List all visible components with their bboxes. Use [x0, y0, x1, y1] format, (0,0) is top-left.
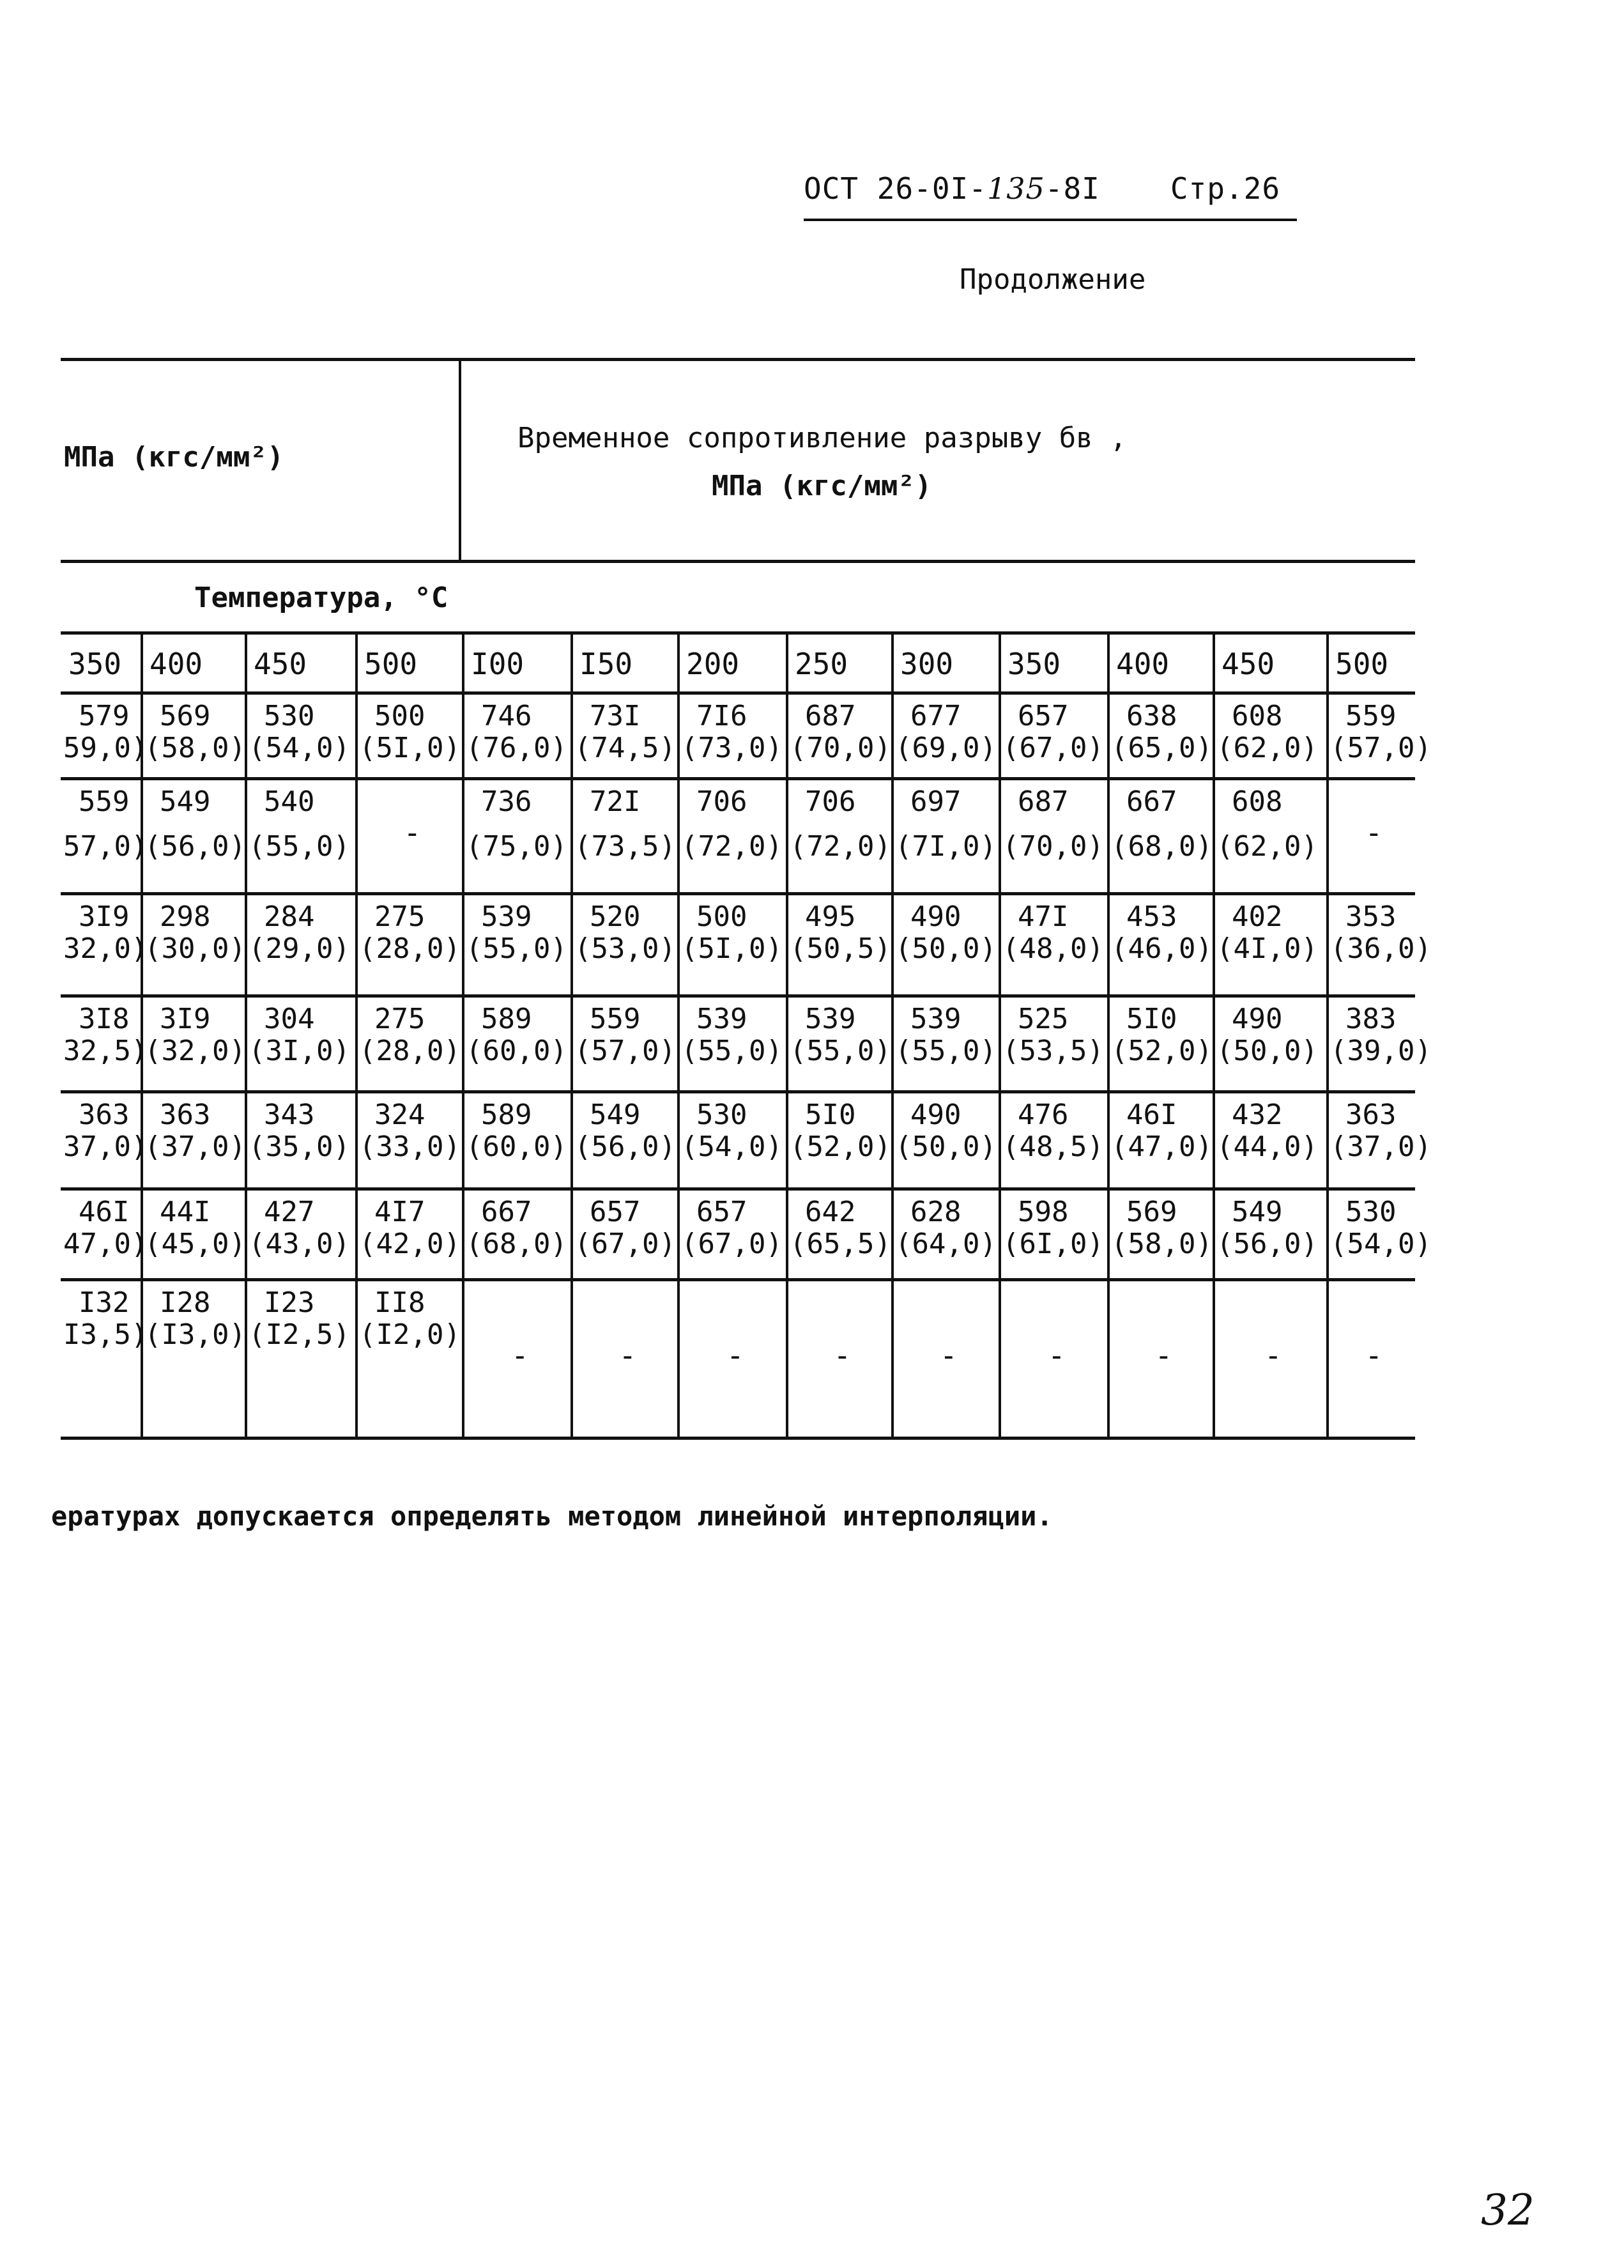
value-mpa: 579 — [79, 700, 130, 732]
table-cell — [1002, 786, 1104, 863]
table-cell — [63, 700, 148, 764]
value-kgf: (62,0) — [1216, 732, 1318, 764]
table-cell — [63, 1196, 148, 1260]
value-mpa: 500 — [696, 900, 747, 933]
value-mpa: 73I — [590, 700, 641, 732]
column-header: 350 — [68, 647, 122, 681]
table-cell — [63, 1287, 148, 1351]
value-mpa: 549 — [1232, 1196, 1283, 1228]
table-cell — [466, 1196, 567, 1260]
value-kgf: (70,0) — [790, 732, 891, 764]
row-divider — [61, 994, 1415, 998]
value-kgf: (69,0) — [895, 732, 997, 764]
table-cell — [790, 901, 891, 965]
temperature-bottom-border — [61, 631, 1415, 635]
value-mpa: 549 — [160, 785, 211, 818]
value-mpa: 638 — [1126, 700, 1177, 732]
value-kgf: (62,0) — [1216, 830, 1318, 863]
table-cell — [1111, 1196, 1213, 1260]
table-cell — [249, 1287, 350, 1351]
value-mpa: I28 — [160, 1286, 211, 1319]
value-kgf: 47,0) — [63, 1228, 148, 1260]
value-kgf: (73,0) — [681, 732, 783, 764]
table-cell — [144, 700, 246, 764]
table-cell — [574, 1196, 676, 1260]
table-cell — [681, 1196, 783, 1260]
table-cell — [63, 786, 148, 863]
table-cell — [466, 700, 567, 764]
value-mpa: 598 — [1018, 1196, 1069, 1228]
value-mpa: 540 — [264, 785, 315, 818]
row-divider — [61, 777, 1415, 780]
value-mpa: 608 — [1232, 700, 1283, 732]
table-cell — [466, 786, 567, 863]
value-mpa: 495 — [805, 900, 856, 933]
value-mpa: 476 — [1018, 1099, 1069, 1131]
value-mpa: 363 — [1345, 1099, 1397, 1131]
column-divider — [999, 631, 1001, 1437]
value-mpa: 427 — [264, 1196, 315, 1228]
value-kgf: 32,5) — [63, 1035, 148, 1067]
value-mpa: 667 — [481, 1196, 532, 1228]
column-divider — [355, 631, 358, 1437]
table-cell — [1002, 901, 1104, 965]
value-kgf: 57,0) — [63, 830, 148, 863]
value-kgf: (47,0) — [1111, 1130, 1213, 1163]
table-cell — [1216, 786, 1318, 863]
value-mpa: 7I6 — [696, 700, 747, 732]
table-cell — [63, 901, 148, 965]
table-cell-dash: - — [511, 1338, 529, 1373]
column-header: I00 — [471, 647, 525, 681]
value-mpa: 4I7 — [374, 1196, 425, 1228]
value-mpa: 589 — [481, 1099, 532, 1131]
value-kgf: (56,0) — [144, 830, 246, 863]
value-kgf: (42,0) — [359, 1228, 461, 1260]
table-cell — [249, 901, 350, 965]
value-mpa: 559 — [1345, 700, 1397, 732]
column-header: 350 — [1007, 647, 1061, 681]
table-cell — [574, 1099, 676, 1163]
value-kgf: (36,0) — [1330, 932, 1432, 965]
table-cell-dash: - — [1154, 1338, 1173, 1373]
column-divider — [1213, 631, 1215, 1437]
column-divider — [677, 631, 680, 1437]
value-kgf: (35,0) — [249, 1130, 350, 1163]
value-kgf: (67,0) — [681, 1228, 783, 1260]
value-kgf: (6I,0) — [1002, 1228, 1104, 1260]
value-kgf: (48,0) — [1002, 932, 1104, 965]
table-cell — [1002, 700, 1104, 764]
table-cell — [681, 901, 783, 965]
value-mpa: 453 — [1126, 900, 1177, 933]
value-mpa: 363 — [160, 1099, 211, 1131]
value-kgf: 37,0) — [63, 1130, 148, 1163]
header-underline — [804, 219, 1297, 221]
value-kgf: (58,0) — [1111, 1228, 1213, 1260]
table-cell — [895, 700, 997, 764]
value-mpa: 275 — [374, 900, 425, 933]
row-divider — [61, 1278, 1415, 1281]
value-mpa: 559 — [79, 785, 130, 818]
value-kgf: (30,0) — [144, 932, 246, 965]
value-mpa: 539 — [805, 1003, 856, 1035]
footnote: ературах допускается определять методом линейной интерполяции. — [51, 1500, 1053, 1532]
table-cell — [895, 901, 997, 965]
value-kgf: (68,0) — [466, 1228, 567, 1260]
table-cell — [790, 1099, 891, 1163]
table-cell-dash: - — [1365, 815, 1383, 850]
table-cell — [63, 1099, 148, 1163]
value-kgf: (55,0) — [790, 1035, 891, 1067]
value-kgf: (72,0) — [681, 830, 783, 863]
table-cell — [359, 1196, 461, 1260]
table-cell — [681, 700, 783, 764]
row-divider — [61, 1187, 1415, 1191]
value-kgf: (60,0) — [466, 1130, 567, 1163]
value-kgf: (73,5) — [574, 830, 676, 863]
value-mpa: 363 — [79, 1099, 130, 1131]
value-kgf: (I2,5) — [249, 1318, 350, 1351]
value-kgf: (65,5) — [790, 1228, 891, 1260]
table-cell — [144, 1099, 246, 1163]
table-cell — [1216, 1099, 1318, 1163]
value-mpa: 324 — [374, 1099, 425, 1131]
table-cell — [249, 700, 350, 764]
table-cell — [144, 1003, 246, 1067]
table-cell — [574, 901, 676, 965]
value-mpa: 275 — [374, 1003, 425, 1035]
header-divider — [459, 358, 461, 562]
value-mpa: 608 — [1232, 785, 1283, 818]
table-cell — [1216, 1003, 1318, 1067]
value-mpa: 490 — [910, 900, 961, 933]
table-cell — [1111, 786, 1213, 863]
table-cell — [249, 1003, 350, 1067]
value-kgf: (57,0) — [574, 1035, 676, 1067]
value-mpa: 657 — [696, 1196, 747, 1228]
table-cell — [574, 1003, 676, 1067]
value-kgf: (68,0) — [1111, 830, 1213, 863]
value-kgf: (58,0) — [144, 732, 246, 764]
column-header: 500 — [1335, 647, 1389, 681]
value-kgf: (33,0) — [359, 1130, 461, 1163]
table-cell — [1111, 1099, 1213, 1163]
column-header: 250 — [795, 647, 848, 681]
value-mpa: 46I — [79, 1196, 130, 1228]
value-kgf: 32,0) — [63, 932, 148, 965]
value-kgf: (45,0) — [144, 1228, 246, 1260]
value-mpa: 746 — [481, 700, 532, 732]
value-mpa: 304 — [264, 1003, 315, 1035]
value-mpa: 47I — [1018, 900, 1069, 933]
row-divider — [61, 1090, 1415, 1093]
value-kgf: I3,5) — [63, 1318, 148, 1351]
column-divider — [786, 631, 788, 1437]
value-kgf: (44,0) — [1216, 1130, 1318, 1163]
table-cell — [574, 786, 676, 863]
value-kgf: (I3,0) — [144, 1318, 246, 1351]
page-label: Стр.26 — [1170, 171, 1281, 206]
value-mpa: 46I — [1126, 1099, 1177, 1131]
value-kgf: (60,0) — [466, 1035, 567, 1067]
value-kgf: (75,0) — [466, 830, 567, 863]
column-divider — [462, 631, 464, 1437]
table-cell — [895, 1196, 997, 1260]
value-kgf: (46,0) — [1111, 932, 1213, 965]
value-kgf: (56,0) — [574, 1130, 676, 1163]
value-mpa: 353 — [1345, 900, 1397, 933]
column-header: 200 — [686, 647, 740, 681]
value-mpa: 559 — [590, 1003, 641, 1035]
value-mpa: 706 — [805, 785, 856, 818]
table-cell — [1216, 901, 1318, 965]
table-cell — [790, 1196, 891, 1260]
column-header: 300 — [900, 647, 954, 681]
value-mpa: 525 — [1018, 1003, 1069, 1035]
value-mpa: 3I9 — [79, 900, 130, 933]
value-mpa: 3I9 — [160, 1003, 211, 1035]
table-cell — [681, 1099, 783, 1163]
table-cell — [790, 786, 891, 863]
header-bottom-border — [61, 560, 1415, 563]
table-cell — [63, 1003, 148, 1067]
value-kgf: (53,5) — [1002, 1035, 1104, 1067]
table-cell — [1216, 700, 1318, 764]
value-mpa: 530 — [264, 700, 315, 732]
column-header: 400 — [1116, 647, 1170, 681]
column-header: 450 — [254, 647, 307, 681]
value-mpa: 539 — [696, 1003, 747, 1035]
temperature-label: Температура, °С — [194, 582, 448, 614]
table-cell-dash: - — [1048, 1338, 1066, 1373]
value-kgf: (54,0) — [1330, 1228, 1432, 1260]
value-kgf: (70,0) — [1002, 830, 1104, 863]
value-mpa: 687 — [1018, 785, 1069, 818]
value-mpa: I32 — [79, 1286, 130, 1319]
value-kgf: (67,0) — [1002, 732, 1104, 764]
table-cell — [1216, 1196, 1318, 1260]
table-cell — [249, 786, 350, 863]
table-cell — [359, 700, 461, 764]
table-cell-dash: - — [403, 815, 422, 850]
value-mpa: I23 — [264, 1286, 315, 1319]
value-kgf: (39,0) — [1330, 1035, 1432, 1067]
value-mpa: 677 — [910, 700, 961, 732]
value-mpa: 490 — [910, 1099, 961, 1131]
table-cell — [1330, 901, 1432, 965]
table-cell — [466, 1003, 567, 1067]
value-mpa: 549 — [590, 1099, 641, 1131]
value-kgf: (53,0) — [574, 932, 676, 965]
value-mpa: 402 — [1232, 900, 1283, 933]
document-code — [804, 171, 1280, 206]
value-mpa: 72I — [590, 785, 641, 818]
value-kgf: (32,0) — [144, 1035, 246, 1067]
table-cell — [790, 700, 891, 764]
table-cell — [1111, 901, 1213, 965]
value-kgf: (29,0) — [249, 932, 350, 965]
continuation-label: Продолжение — [960, 263, 1146, 296]
value-kgf: (65,0) — [1111, 732, 1213, 764]
table-cell — [1002, 1003, 1104, 1067]
value-kgf: (50,5) — [790, 932, 891, 965]
table-cell — [466, 901, 567, 965]
table-cell — [1111, 700, 1213, 764]
table-top-border — [61, 358, 1415, 361]
value-mpa: II8 — [374, 1286, 425, 1319]
column-divider — [891, 631, 894, 1437]
value-mpa: 706 — [696, 785, 747, 818]
table-cell — [144, 901, 246, 965]
value-mpa: 687 — [805, 700, 856, 732]
table-cell — [1111, 1003, 1213, 1067]
doc-prefix: ОСТ 26-0I- — [804, 171, 987, 206]
value-kgf: (4I,0) — [1216, 932, 1318, 965]
value-mpa: 490 — [1232, 1003, 1283, 1035]
value-mpa: 697 — [910, 785, 961, 818]
value-kgf: (28,0) — [359, 1035, 461, 1067]
value-mpa: 284 — [264, 900, 315, 933]
table-cell — [1002, 1196, 1104, 1260]
table-cell — [790, 1003, 891, 1067]
column-header: 400 — [149, 647, 203, 681]
doc-suffix: -8I — [1045, 171, 1100, 206]
value-kgf: (56,0) — [1216, 1228, 1318, 1260]
value-mpa: 657 — [1018, 700, 1069, 732]
table-cell — [359, 1003, 461, 1067]
value-kgf: (52,0) — [790, 1130, 891, 1163]
value-kgf: (72,0) — [790, 830, 891, 863]
table-cell-dash: - — [1365, 1338, 1383, 1373]
table-cell — [359, 1287, 461, 1351]
value-kgf: (55,0) — [466, 932, 567, 965]
value-kgf: (28,0) — [359, 932, 461, 965]
value-mpa: 569 — [1126, 1196, 1177, 1228]
column-header: I50 — [579, 647, 633, 681]
value-kgf: (54,0) — [681, 1130, 783, 1163]
value-kgf: (52,0) — [1111, 1035, 1213, 1067]
value-mpa: 530 — [1345, 1196, 1397, 1228]
strength-units-label: МПа (кгс/мм²) — [64, 441, 284, 474]
value-mpa: 432 — [1232, 1099, 1283, 1131]
value-kgf: (55,0) — [681, 1035, 783, 1067]
value-kgf: (5I,0) — [681, 932, 783, 965]
table-cell — [1330, 1099, 1432, 1163]
table-cell — [249, 1099, 350, 1163]
table-cell-dash: - — [1264, 1338, 1282, 1373]
value-mpa: 3I8 — [79, 1003, 130, 1035]
table-cell-dash: - — [940, 1338, 958, 1373]
value-mpa: 657 — [590, 1196, 641, 1228]
column-divider — [1326, 631, 1329, 1437]
value-kgf: (7I,0) — [895, 830, 997, 863]
column-divider — [1107, 631, 1110, 1437]
tensile-units-label: МПа (кгс/мм²) — [712, 470, 932, 502]
value-kgf: (55,0) — [895, 1035, 997, 1067]
table-cell — [144, 1196, 246, 1260]
value-mpa: 383 — [1345, 1003, 1397, 1035]
value-mpa: 5I0 — [1126, 1003, 1177, 1035]
column-header: 500 — [364, 647, 418, 681]
column-header: 450 — [1222, 647, 1275, 681]
table-cell — [144, 1287, 246, 1351]
value-kgf: (50,0) — [895, 932, 997, 965]
value-kgf: (I2,0) — [359, 1318, 461, 1351]
table-cell — [144, 786, 246, 863]
table-cell-dash: - — [618, 1338, 637, 1373]
value-kgf: (76,0) — [466, 732, 567, 764]
value-mpa: 569 — [160, 700, 211, 732]
table-cell — [359, 901, 461, 965]
value-mpa: 539 — [481, 900, 532, 933]
table-bottom-border — [61, 1437, 1415, 1440]
value-mpa: 628 — [910, 1196, 961, 1228]
value-mpa: 298 — [160, 900, 211, 933]
table-cell-dash: - — [833, 1338, 852, 1373]
value-kgf: (3I,0) — [249, 1035, 350, 1067]
page-number: 32 — [1481, 2186, 1535, 2235]
value-kgf: (37,0) — [144, 1130, 246, 1163]
value-kgf: (43,0) — [249, 1228, 350, 1260]
value-kgf: (64,0) — [895, 1228, 997, 1260]
column-divider — [571, 631, 573, 1437]
value-mpa: 530 — [696, 1099, 747, 1131]
table-cell — [681, 786, 783, 863]
value-mpa: 44I — [160, 1196, 211, 1228]
table-cell — [574, 700, 676, 764]
value-mpa: 736 — [481, 785, 532, 818]
value-kgf: (37,0) — [1330, 1130, 1432, 1163]
colhead-bottom-border — [61, 691, 1415, 695]
doc-number: 135 — [986, 171, 1045, 206]
value-kgf: (54,0) — [249, 732, 350, 764]
table-cell — [1330, 1003, 1432, 1067]
value-kgf: (48,5) — [1002, 1130, 1104, 1163]
value-kgf: (67,0) — [574, 1228, 676, 1260]
table-cell — [895, 1099, 997, 1163]
table-cell — [1002, 1099, 1104, 1163]
value-mpa: 539 — [910, 1003, 961, 1035]
table-cell — [249, 1196, 350, 1260]
value-mpa: 589 — [481, 1003, 532, 1035]
value-kgf: (57,0) — [1330, 732, 1432, 764]
value-kgf: (74,5) — [574, 732, 676, 764]
tensile-strength-label: Временное сопротивление разрыву бв , — [517, 422, 1127, 454]
table-cell — [466, 1099, 567, 1163]
table-cell — [895, 1003, 997, 1067]
value-mpa: 5I0 — [805, 1099, 856, 1131]
value-kgf: (5I,0) — [359, 732, 461, 764]
row-divider — [61, 892, 1415, 895]
value-mpa: 343 — [264, 1099, 315, 1131]
table-cell — [359, 1099, 461, 1163]
value-kgf: (55,0) — [249, 830, 350, 863]
value-kgf: (50,0) — [895, 1130, 997, 1163]
table-cell — [1330, 1196, 1432, 1260]
value-mpa: 520 — [590, 900, 641, 933]
table-cell — [895, 786, 997, 863]
table-cell — [681, 1003, 783, 1067]
value-kgf: 59,0) — [63, 732, 148, 764]
value-mpa: 642 — [805, 1196, 856, 1228]
table-cell-dash: - — [726, 1338, 744, 1373]
value-mpa: 500 — [374, 700, 425, 732]
table-cell — [1330, 700, 1432, 764]
value-kgf: (50,0) — [1216, 1035, 1318, 1067]
value-mpa: 667 — [1126, 785, 1177, 818]
